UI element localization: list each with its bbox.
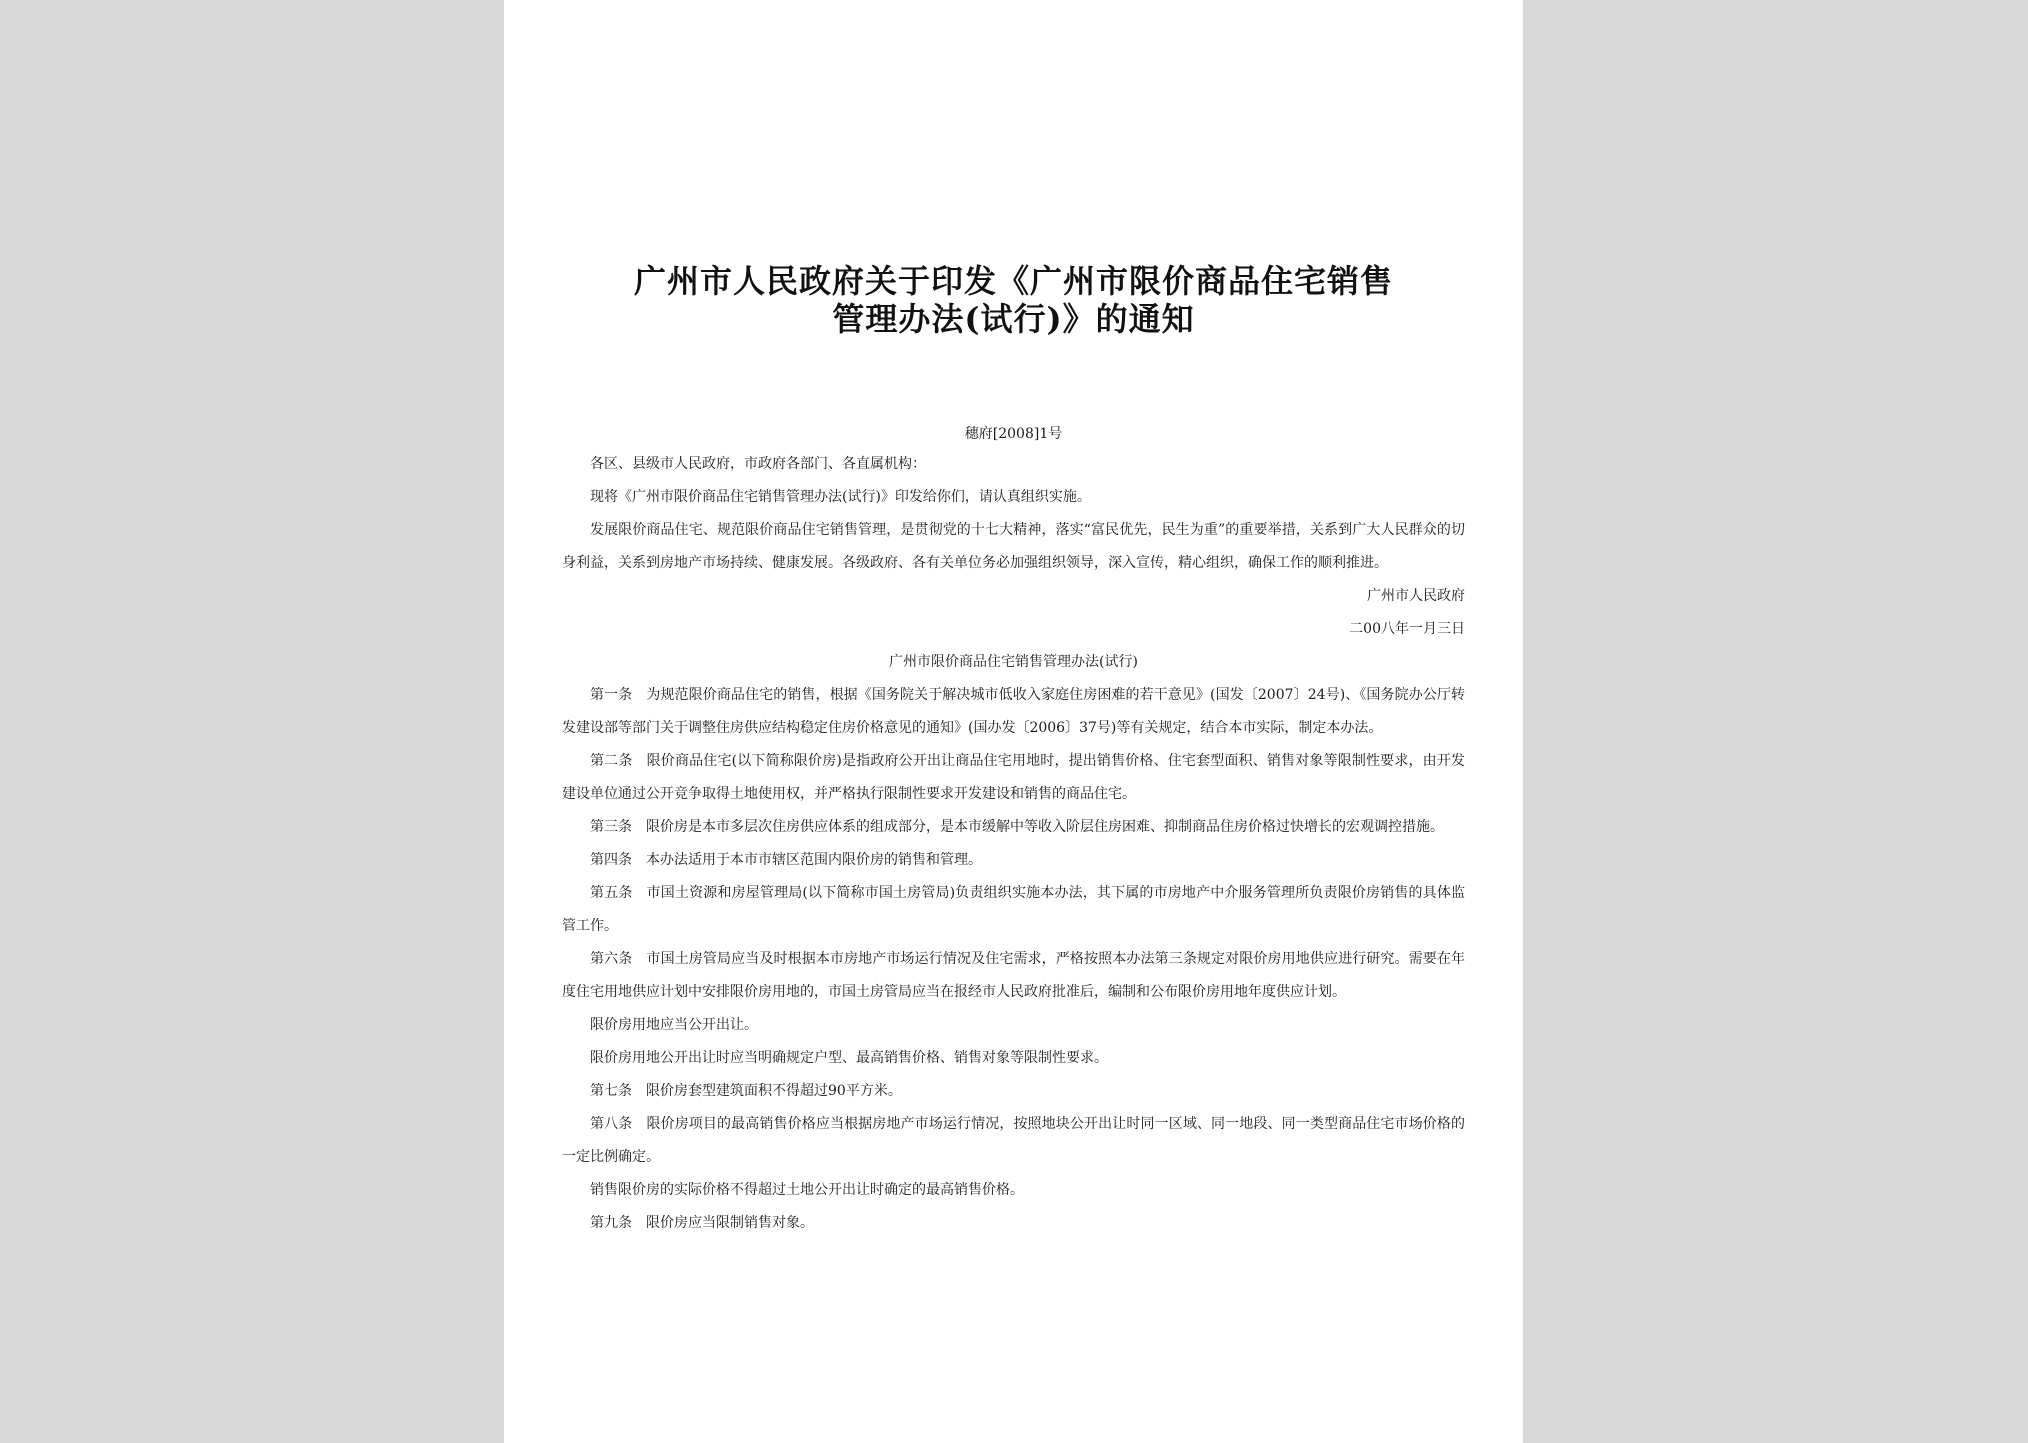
document-body	[562, 448, 1465, 1240]
paragraph: 各区、县级市人民政府，市政府各部门、各直属机构：	[590, 456, 926, 472]
paragraph: 广州市人民政府	[1367, 588, 1465, 604]
paragraph: 销售限价房的实际价格不得超过土地公开出让时确定的最高销售价格。	[590, 1182, 1024, 1198]
paragraph: 限价房用地应当公开出让。	[590, 1017, 758, 1033]
paragraph: 第五条 市国土资源和房屋管理局(以下简称市国土房管局)负责组织实施本办法，其下属的市房地产中介服务管理所负责限价房销售的具体监管工作。	[562, 885, 1465, 934]
paragraph: 限价房用地公开出让时应当明确规定户型、最高销售价格、销售对象等限制性要求。	[590, 1050, 1108, 1066]
paragraph: 第三条 限价房是本市多层次住房供应体系的组成部分，是本市缓解中等收入阶层住房困难、抑制商品住房价格过快增长的宏观调控措施。	[590, 819, 1444, 835]
paragraph: 第八条 限价房项目的最高销售价格应当根据房地产市场运行情况，按照地块公开出让时同一区域、同一地段、同一类型商品住宅市场价格的一定比例确定。	[562, 1116, 1465, 1165]
paragraph: 第七条 限价房套型建筑面积不得超过90平方米。	[590, 1083, 902, 1099]
title-line-1: 广州市人民政府关于印发《广州市限价商品住宅销售	[633, 262, 1393, 300]
title-line-2: 管理办法(试行)》的通知	[832, 300, 1195, 338]
paragraph: 二00八年一月三日	[1349, 621, 1465, 637]
document-number: 穗府[2008]1号	[964, 426, 1063, 442]
document-title	[562, 262, 1465, 338]
paragraph: 现将《广州市限价商品住宅销售管理办法(试行)》印发给你们，请认真组织实施。	[590, 489, 1091, 505]
paragraph: 第二条 限价商品住宅(以下简称限价房)是指政府公开出让商品住宅用地时，提出销售价格、住宅套型面积、销售对象等限制性要求，由开发建设单位通过公开竞争取得土地使用权，并严格执行限制性要求开发建设和销售的商品住宅。	[562, 753, 1465, 802]
paragraph: 第一条 为规范限价商品住宅的销售，根据《国务院关于解决城市低收入家庭住房困难的若干意见》(国发〔2007〕24号)、《国务院办公厅转发建设部等部门关于调整住房供应结构稳定住房价格意见的通知》(国办发〔2006〕37号)等有关规定，结合本市实际，制定本办法。	[562, 687, 1465, 736]
paragraph: 发展限价商品住宅、规范限价商品住宅销售管理，是贯彻党的十七大精神，落实“富民优先，民生为重”的重要举措，关系到广大人民群众的切身利益，关系到房地产市场持续、健康发展。各级政府、各有关单位务必加强组织领导，深入宣传，精心组织，确保工作的顺利推进。	[562, 522, 1465, 571]
paragraph: 第六条 市国土房管局应当及时根据本市房地产市场运行情况及住宅需求，严格按照本办法第三条规定对限价房用地供应进行研究。需要在年度住宅用地供应计划中安排限价房用地的，市国土房管局应当在报经市人民政府批准后，编制和公布限价房用地年度供应计划。	[562, 951, 1465, 1000]
document-page	[504, 0, 1523, 1443]
paragraph: 第四条 本办法适用于本市市辖区范围内限价房的销售和管理。	[590, 852, 982, 868]
paragraph: 广州市限价商品住宅销售管理办法(试行)	[889, 654, 1138, 670]
paragraph: 第九条 限价房应当限制销售对象。	[590, 1215, 814, 1231]
